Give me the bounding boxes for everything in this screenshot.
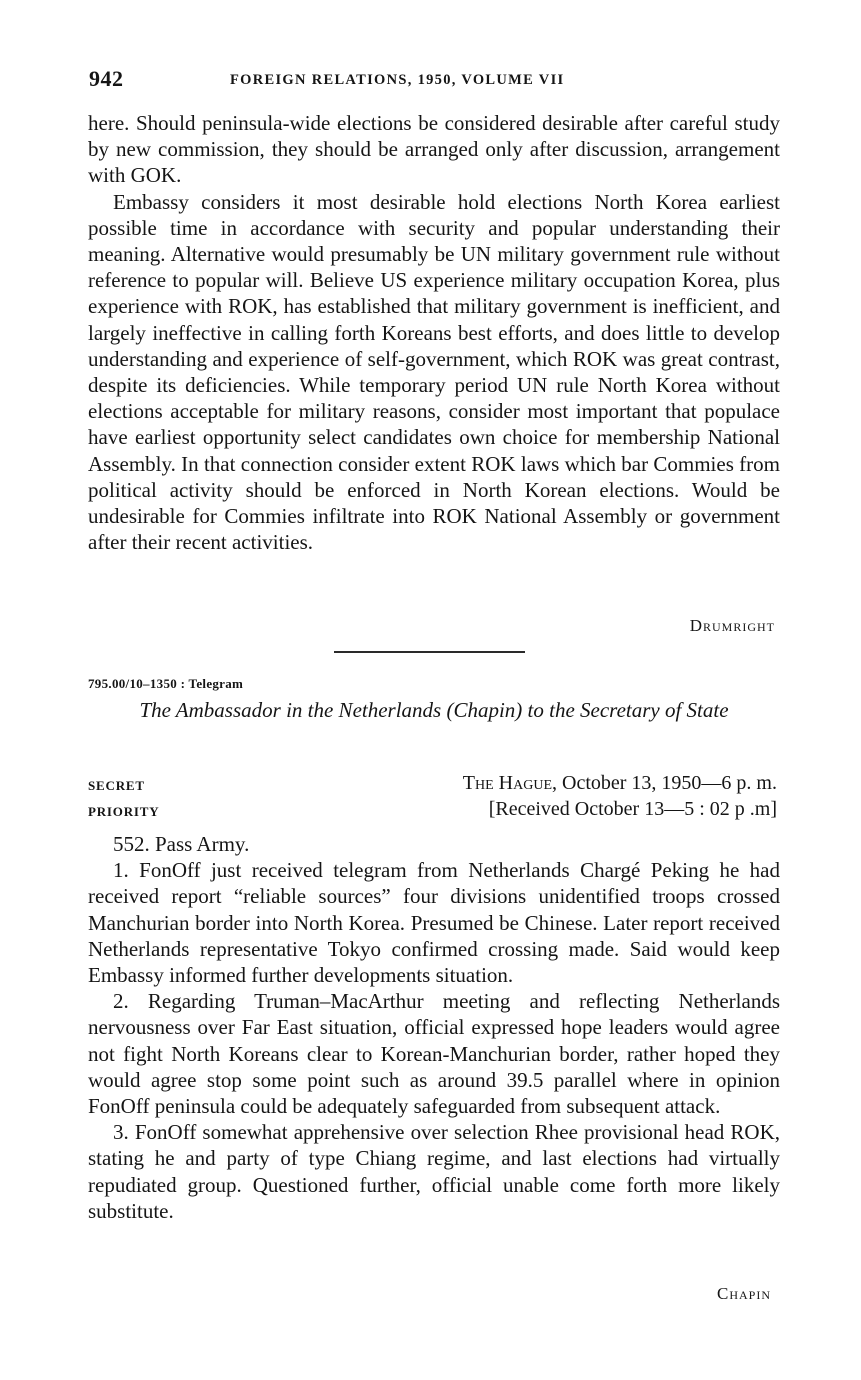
precedence: PRIORITY	[88, 804, 160, 819]
signature-chapin: Chapin	[716, 1284, 771, 1303]
telegram-paragraph: 1. FonOff just received telegram from Netherlands Chargé Peking he had received report “reliable sources” four divisions unidentified troops crossed Manchurian border into North Korea. Presumed be Chinese. Later report received Netherlands representative Tokyo confirmed crossing made. Said would keep Embassy informed further developments situation.	[88, 858, 780, 988]
section-divider	[334, 651, 525, 653]
running-head	[89, 66, 779, 96]
telegram-body	[88, 831, 780, 1224]
telegram-paragraph: 552. Pass Army.	[113, 832, 250, 856]
dateline	[463, 772, 777, 795]
telegram-paragraph: 2. Regarding Truman–MacArthur meeting and reflecting Netherlands nervousness over Far East situation, official expressed hope leaders would agree not fight North Koreans clear to Korean-Manchurian border, rather hoped they would agree stop some point such as around 39.5 parallel where in opinion FonOff peninsula could be adequately safeguarded from subsequent attack.	[88, 989, 780, 1119]
running-title: FOREIGN RELATIONS, 1950, VOLUME VII	[230, 72, 565, 88]
file-reference: 795.00/10–1350 : Telegram	[88, 676, 244, 691]
telegram-paragraph: 3. FonOff somewhat apprehensive over selection Rhee provisional head ROK, stating he and party of type Chiang regime, and last elections had virtually repudiated group. Questioned further, official unable come forth more likely substitute.	[88, 1120, 780, 1223]
signature-drumright: Drumright	[689, 616, 775, 635]
dateline-date: , October 13, 1950—6 p. m.	[552, 772, 777, 794]
continuation-text	[88, 110, 780, 555]
received-line: [Received October 13—5 : 02 p .m]	[488, 798, 777, 820]
continuation-paragraph: Embassy considers it most desirable hold elections North Korea earliest possible time in accordance with security and popular understanding their meaning. Alternative would presumably be UN military government rule without reference to popular will. Believe US experience military occupation Korea, plus experience with ROK, has established that military government is inefficient, and largely ineffective in calling forth Koreans best efforts, and does little to develop understanding and experience of self-government, which ROK was great contrast, despite its deficiencies. While temporary period UN rule North Korea without elections acceptable for military reasons, consider most important that populace have earliest opportunity select candidates own choice for membership National Assembly. In that connection consider extent ROK laws which bar Commies from political activity should be enforced in North Korean elections. Would be undesirable for Commies infiltrate into ROK National Assembly or government after their recent activities.	[88, 189, 780, 555]
continuation-paragraph: here. Should peninsula-wide elections be considered desirable after careful study by new commission, they should be arranged only after discussion, arrangement with GOK.	[88, 111, 780, 188]
classification: SECRET	[88, 778, 145, 793]
document-title: The Ambassador in the Netherlands (Chapin) to the Secretary of State	[139, 698, 729, 722]
dateline-place: The Hague	[462, 772, 553, 794]
page-number: 942	[89, 66, 124, 91]
